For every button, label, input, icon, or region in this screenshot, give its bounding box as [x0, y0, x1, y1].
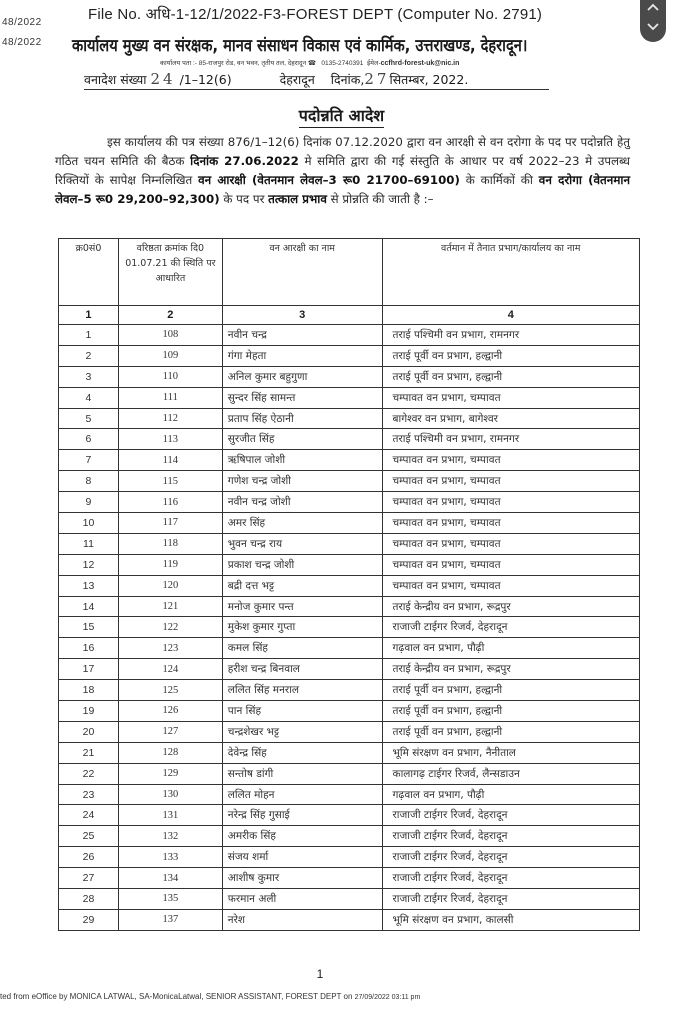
table-row	[59, 868, 640, 889]
name-cell: चन्द्रशेखर भट्ट	[222, 721, 382, 742]
seniority-cell: 108	[118, 325, 222, 346]
serial-no-cell: 5	[59, 408, 119, 429]
serial-no-cell: 3	[59, 366, 119, 387]
serial-no-cell: 9	[59, 492, 119, 513]
promotion-table	[58, 238, 640, 931]
office-cell: राजाजी टाईगर रिजर्व, देहरादून	[382, 617, 640, 638]
office-cell: तराई पूर्वी वन प्रभाग, हल्द्वानी	[382, 366, 640, 387]
name-cell: कमल सिंह	[222, 638, 382, 659]
file-number: File No. अधि-1-12/1/2022-F3-FOREST DEPT (Computer No. 2791)	[88, 6, 543, 23]
seniority-cell: 113	[118, 429, 222, 450]
date-handwritten: 27	[364, 70, 390, 88]
chevron-up-icon	[647, 3, 659, 11]
serial-no-cell: 29	[59, 909, 119, 930]
header-name: वन आरक्षी का नाम	[222, 239, 382, 306]
name-cell: भुवन चन्द्र राय	[222, 533, 382, 554]
table-row	[59, 533, 640, 554]
seniority-cell: 121	[118, 596, 222, 617]
margin-note: 48/2022	[2, 17, 42, 28]
seniority-cell: 137	[118, 909, 222, 930]
phone-icon: ☎	[307, 60, 316, 67]
table-row	[59, 492, 640, 513]
serial-no-cell: 21	[59, 742, 119, 763]
office-cell: कालागढ़ टाईगर रिजर्व, लैन्सडाउन	[382, 763, 640, 784]
serial-no-cell: 16	[59, 638, 119, 659]
seniority-cell: 126	[118, 701, 222, 722]
name-cell: सुरजीत सिंह	[222, 429, 382, 450]
body-text: इस कार्यालय की पत्र संख्या 876/1–12(6) दिनांक 07.12.2020 द्वारा वन आरक्षी से वन दरोगा के पद पर पदोन्नति हेतु गठित चयन समिति की बैठक	[55, 135, 630, 168]
office-cell: तराई पूर्वी वन प्रभाग, हल्द्वानी	[382, 680, 640, 701]
table-row	[59, 742, 640, 763]
office-cell: चम्पावत वन प्रभाग, चम्पावत	[382, 492, 640, 513]
seniority-cell: 119	[118, 554, 222, 575]
column-number: 1	[59, 306, 119, 325]
office-cell: राजाजी टाईगर रिजर्व, देहरादून	[382, 847, 640, 868]
office-cell: तराई पश्चिमी वन प्रभाग, रामनगर	[382, 429, 640, 450]
seniority-cell: 110	[118, 366, 222, 387]
serial-no-cell: 25	[59, 826, 119, 847]
office-cell: राजाजी टाईगर रिजर्व, देहरादून	[382, 889, 640, 910]
office-cell: तराई केन्द्रीय वन प्रभाग, रूद्रपुर	[382, 659, 640, 680]
office-cell: चम्पावत वन प्रभाग, चम्पावत	[382, 575, 640, 596]
header-seniority: वरिष्ठता क्रमांक दि0 01.07.21 की स्थिति पर आधारित	[118, 239, 222, 306]
serial-no-cell: 17	[59, 659, 119, 680]
body-text: के कार्मिकों की	[459, 173, 539, 187]
table-row	[59, 617, 640, 638]
header-office: वर्तमान में तैनात प्रभाग/कार्यालय का नाम	[382, 239, 640, 306]
table-row	[59, 889, 640, 910]
name-cell: सन्तोष डांगी	[222, 763, 382, 784]
table-row	[59, 680, 640, 701]
serial-no-cell: 28	[59, 889, 119, 910]
date-suffix: सितम्बर, 2022.	[389, 72, 469, 87]
seniority-cell: 124	[118, 659, 222, 680]
footer-timestamp: 27/09/2022 03:11 pm	[354, 994, 421, 1001]
serial-no-cell: 20	[59, 721, 119, 742]
table-row	[59, 513, 640, 534]
column-number: 2	[118, 306, 222, 325]
seniority-cell: 109	[118, 345, 222, 366]
body-bold-text: वन आरक्षी (वेतनमान लेवल–3 रू0 21700–69100)	[198, 173, 460, 187]
body-text: के पद पर	[219, 192, 269, 206]
order-title-text: पदोन्नति आदेश	[299, 106, 384, 128]
office-email: ccfhrd-forest-uk@nic.in	[380, 60, 460, 67]
office-cell: बागेश्वर वन प्रभाग, बागेश्वर	[382, 408, 640, 429]
table-row	[59, 659, 640, 680]
footer-text: ted from eOffice by MONICA LATWAL, SA-MonicaLatwal, SENIOR ASSISTANT, FOREST DEPT on	[0, 992, 355, 1001]
seniority-cell: 131	[118, 805, 222, 826]
office-cell: तराई केन्द्रीय वन प्रभाग, रूद्रपुर	[382, 596, 640, 617]
serial-no-cell: 2	[59, 345, 119, 366]
office-cell: राजाजी टाईगर रिजर्व, देहरादून	[382, 805, 640, 826]
name-cell: अनिल कुमार बहुगुणा	[222, 366, 382, 387]
serial-no-cell: 27	[59, 868, 119, 889]
table-row	[59, 638, 640, 659]
seniority-cell: 111	[118, 387, 222, 408]
name-cell: ललित सिंह मनराल	[222, 680, 382, 701]
seniority-cell: 117	[118, 513, 222, 534]
order-body-paragraph	[55, 133, 630, 209]
serial-no-cell: 11	[59, 533, 119, 554]
serial-no-cell: 4	[59, 387, 119, 408]
serial-no-cell: 14	[59, 596, 119, 617]
email-label: ईमेल-	[366, 60, 381, 67]
name-cell: नरेन्द्र सिंह गुसाई	[222, 805, 382, 826]
table-row	[59, 763, 640, 784]
office-cell: चम्पावत वन प्रभाग, चम्पावत	[382, 387, 640, 408]
table-row	[59, 450, 640, 471]
seniority-cell: 133	[118, 847, 222, 868]
seniority-cell: 123	[118, 638, 222, 659]
table-row	[59, 325, 640, 346]
office-cell: तराई पश्चिमी वन प्रभाग, रामनगर	[382, 325, 640, 346]
office-address	[160, 58, 459, 67]
office-cell: राजाजी टाईगर रिजर्व, देहरादून	[382, 826, 640, 847]
address-text: कार्यालय पता :- 85-राजपुर रोड, वन भवन, तृतीय तल, देहरादून	[160, 60, 307, 67]
office-phone: 0135-2740391	[321, 60, 364, 67]
office-cell: तराई पूर्वी वन प्रभाग, हल्द्वानी	[382, 721, 640, 742]
name-cell: प्रकाश चन्द्र जोशी	[222, 554, 382, 575]
seniority-cell: 129	[118, 763, 222, 784]
office-cell: चम्पावत वन प्रभाग, चम्पावत	[382, 554, 640, 575]
previous-page-button[interactable]	[642, 0, 664, 15]
name-cell: सुन्दर सिंह सामन्त	[222, 387, 382, 408]
table-row	[59, 575, 640, 596]
seniority-cell: 134	[118, 868, 222, 889]
name-cell: मुकेश कुमार गुप्ता	[222, 617, 382, 638]
order-title	[0, 104, 683, 126]
name-cell: अमर सिंह	[222, 513, 382, 534]
body-text: मे समिति द्वारा की गई संस्तुति के आधार पर वर्ष 2022–23 मे उपलब्ध रिक्तियों के सापेक्ष निम्नलिखित	[55, 154, 630, 187]
seniority-cell: 112	[118, 408, 222, 429]
body-bold-text: तत्काल प्रभाव	[268, 192, 327, 206]
name-cell: पान सिंह	[222, 701, 382, 722]
office-cell: चम्पावत वन प्रभाग, चम्पावत	[382, 471, 640, 492]
serial-no-cell: 23	[59, 784, 119, 805]
serial-no-cell: 10	[59, 513, 119, 534]
body-bold-text: वन दरोगा (वेतनमान लेवल–5 रू0 29,200–92,300)	[55, 173, 630, 206]
office-cell: चम्पावत वन प्रभाग, चम्पावत	[382, 533, 640, 554]
office-cell: चम्पावत वन प्रभाग, चम्पावत	[382, 450, 640, 471]
seniority-cell: 135	[118, 889, 222, 910]
table-row	[59, 345, 640, 366]
office-title: कार्यालय मुख्य वन संरक्षक, मानव संसाधन विकास एवं कार्मिक, उत्तराखण्ड, देहरादून।	[72, 36, 528, 56]
table-row	[59, 701, 640, 722]
seniority-cell: 116	[118, 492, 222, 513]
order-no-suffix: /1–12(6)	[179, 72, 232, 87]
table-row	[59, 784, 640, 805]
table-row	[59, 596, 640, 617]
name-cell: ललित मोहन	[222, 784, 382, 805]
serial-no-cell: 8	[59, 471, 119, 492]
column-number-row	[59, 306, 640, 325]
seniority-cell: 128	[118, 742, 222, 763]
name-cell: ऋषिपाल जोशी	[222, 450, 382, 471]
seniority-cell: 118	[118, 533, 222, 554]
serial-no-cell: 19	[59, 701, 119, 722]
seniority-cell: 122	[118, 617, 222, 638]
name-cell: आशीष कुमार	[222, 868, 382, 889]
serial-no-cell: 13	[59, 575, 119, 596]
table-row	[59, 429, 640, 450]
serial-no-cell: 1	[59, 325, 119, 346]
table-row	[59, 721, 640, 742]
table-row	[59, 408, 640, 429]
body-text: से प्रोन्नति की जाती है :–	[326, 192, 434, 206]
office-cell: भूमि संरक्षण वन प्रभाग, नैनीताल	[382, 742, 640, 763]
page-navigation	[640, 0, 666, 42]
footer-note	[0, 992, 420, 1001]
table-row	[59, 366, 640, 387]
serial-no-cell: 22	[59, 763, 119, 784]
office-cell: राजाजी टाईगर रिजर्व, देहरादून	[382, 868, 640, 889]
place: देहरादून	[279, 72, 315, 87]
name-cell: देवेन्द्र सिंह	[222, 742, 382, 763]
page-number: 1	[316, 967, 324, 981]
name-cell: अमरीक सिंह	[222, 826, 382, 847]
body-bold-text: दिनांक 27.06.2022	[190, 154, 299, 168]
date-label: दिनांक,	[330, 72, 365, 87]
next-page-button[interactable]	[642, 19, 664, 35]
office-cell: गढ़वाल वन प्रभाग, पौढ़ी	[382, 784, 640, 805]
name-cell: प्रताप सिंह ऐठानी	[222, 408, 382, 429]
name-cell: गंगा मेहता	[222, 345, 382, 366]
order-number-line	[84, 70, 549, 90]
seniority-cell: 130	[118, 784, 222, 805]
office-cell: गढ़वाल वन प्रभाग, पौढ़ी	[382, 638, 640, 659]
office-cell: चम्पावत वन प्रभाग, चम्पावत	[382, 513, 640, 534]
table-body	[59, 325, 640, 931]
margin-note: 48/2022	[2, 37, 42, 48]
table-row	[59, 847, 640, 868]
seniority-cell: 115	[118, 471, 222, 492]
table-row	[59, 387, 640, 408]
header-serial-no: क्र0सं0	[59, 239, 119, 306]
table-row	[59, 826, 640, 847]
order-no-handwritten: 24	[150, 70, 176, 88]
serial-no-cell: 12	[59, 554, 119, 575]
seniority-cell: 114	[118, 450, 222, 471]
name-cell: हरीश चन्द्र बिनवाल	[222, 659, 382, 680]
column-number: 4	[382, 306, 640, 325]
table-row	[59, 909, 640, 930]
serial-no-cell: 26	[59, 847, 119, 868]
seniority-cell: 132	[118, 826, 222, 847]
table-row	[59, 471, 640, 492]
name-cell: मनोज कुमार पन्त	[222, 596, 382, 617]
serial-no-cell: 15	[59, 617, 119, 638]
office-cell: भूमि संरक्षण वन प्रभाग, कालसी	[382, 909, 640, 930]
serial-no-cell: 6	[59, 429, 119, 450]
name-cell: नरेश	[222, 909, 382, 930]
seniority-cell: 120	[118, 575, 222, 596]
table-row	[59, 554, 640, 575]
name-cell: गणेश चन्द्र जोशी	[222, 471, 382, 492]
seniority-cell: 127	[118, 721, 222, 742]
name-cell: बद्री दत्त भट्ट	[222, 575, 382, 596]
serial-no-cell: 18	[59, 680, 119, 701]
order-no-label: वनादेश संख्या	[84, 72, 147, 87]
name-cell: नवीन चन्द्र	[222, 325, 382, 346]
chevron-down-icon	[647, 23, 659, 31]
table-header-row	[59, 239, 640, 306]
table-row	[59, 805, 640, 826]
serial-no-cell: 24	[59, 805, 119, 826]
column-number: 3	[222, 306, 382, 325]
name-cell: संजय शर्मा	[222, 847, 382, 868]
name-cell: नवीन चन्द्र जोशी	[222, 492, 382, 513]
office-cell: तराई पूर्वी वन प्रभाग, हल्द्वानी	[382, 701, 640, 722]
serial-no-cell: 7	[59, 450, 119, 471]
office-cell: तराई पूर्वी वन प्रभाग, हल्द्वानी	[382, 345, 640, 366]
seniority-cell: 125	[118, 680, 222, 701]
name-cell: फरमान अली	[222, 889, 382, 910]
